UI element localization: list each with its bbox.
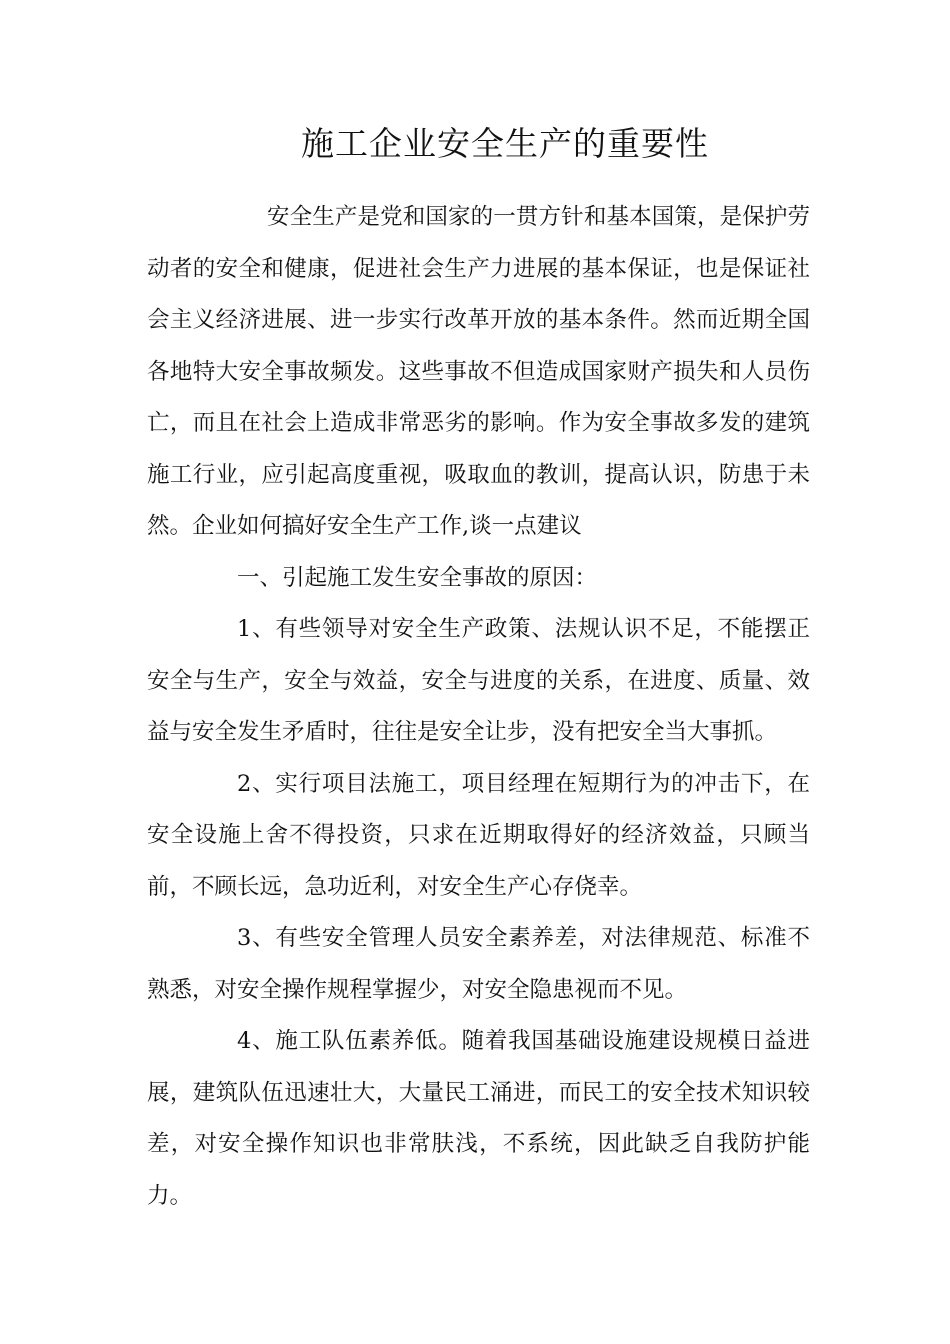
paragraph-cause-3: 3、有些安全管理人员安全素养差，对法律规范、标准不熟悉，对安全操作规程掌握少，对安全隐患视而不见。 <box>147 925 810 1003</box>
paragraph-cause-4: 4、施工队伍素养低。随着我国基础设施建设规模日益进展，建筑队伍迅速壮大，大量民工涌进，而民工的安全技术知识较差，对安全操作知识也非常肤浅，不系统，因此缺乏自我防护能力。 <box>147 1028 810 1209</box>
section-heading-causes: 一、引起施工发生安全事故的原因： <box>237 564 598 591</box>
paragraph-cause-2: 2、实行项目法施工，项目经理在短期行为的冲击下，在安全设施上舍不得投资，只求在近期取得好的经济效益，只顾当前，不顾长远，急功近利，对安全生产心存侥幸。 <box>147 770 810 900</box>
paragraph-intro: 安全生产是党和国家的一贯方针和基本国策，是保护劳动者的安全和健康，促进社会生产力进展的基本保证，也是保证社会主义经济进展、进一步实行改革开放的基本条件。然而近期全国各地特大安全事故频发。这些事故不但造成国家财产损失和人员伤亡，而且在社会上造成非常恶劣的影响。作为安全事故多发的建筑施工行业，应引起高度重视，吸取血的教训，提高认识，防患于未然。企业如何搞好安全生产工作,谈一点建议 <box>147 204 810 539</box>
paragraph-cause-1: 1、有些领导对安全生产政策、法规认识不足，不能摆正安全与生产，安全与效益，安全与进度的关系，在进度、质量、效益与安全发生矛盾时，往往是安全让步，没有把安全当大事抓。 <box>147 616 810 745</box>
document-title: 施工企业安全生产的重要性 <box>301 124 709 163</box>
document-body <box>147 192 810 1222</box>
